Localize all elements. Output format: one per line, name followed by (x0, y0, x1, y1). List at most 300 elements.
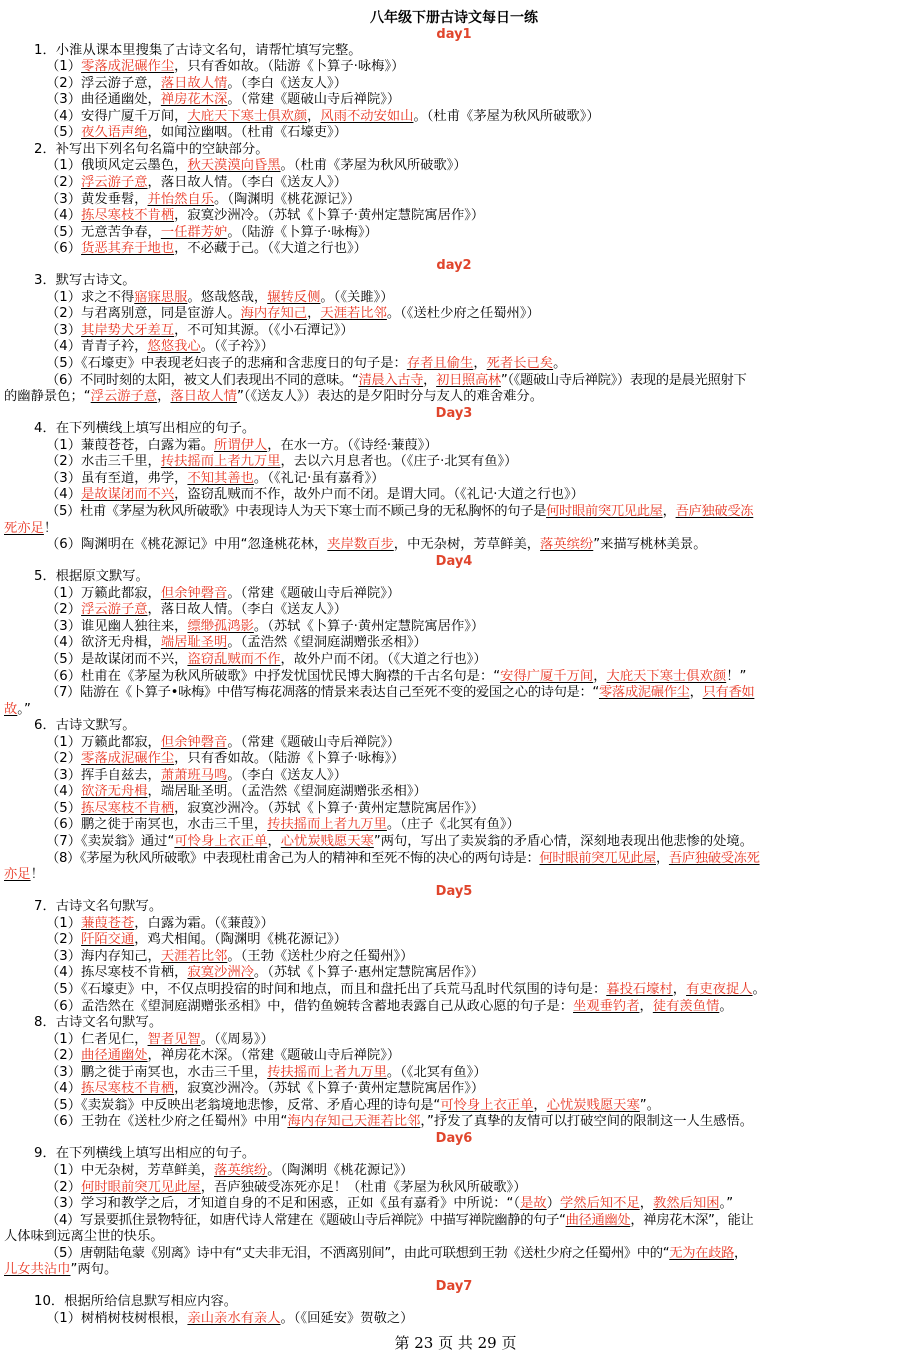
answer-text: 故 (4, 701, 18, 717)
text-line (4, 471, 904, 488)
answer-text: 萧萧班马鸣 (160, 767, 228, 783)
question-text: ， (307, 306, 321, 322)
question-text: （6）陶渊明在《桃花源记》中用“忽逢桃花林， (46, 537, 328, 553)
answer-text: 浮云游子意 (90, 389, 158, 405)
answer-text: 抟扶摇而上者九万里 (267, 1064, 387, 1080)
day-heading: Day6 (435, 1130, 473, 1146)
text-line (4, 718, 904, 735)
text-line (4, 602, 904, 619)
question-text: （7）《卖炭翁》通过“ (46, 833, 175, 849)
answer-text: 浮云游子意 (81, 602, 148, 618)
question-text: 3．默写古诗文。 (34, 273, 136, 289)
question-text: 。（《关雎》） (320, 289, 394, 305)
text-line (4, 339, 904, 356)
question-text: ， (662, 504, 676, 519)
question-text: （2） (46, 602, 82, 618)
question-text: 。（陶渊明《桃花源记》） (214, 191, 361, 207)
question-text: （1） (46, 915, 82, 931)
answer-text: 可怜身上衣正单 (174, 833, 268, 849)
question-text: （6）杜甫在《茅屋为秋风所破歌》中抒发忧国忧民博大胸襟的千古名句是：“ (46, 668, 501, 684)
question-text: 。（《子衿》） (200, 339, 274, 355)
question-text: （5） (46, 125, 82, 141)
document-title: 八年级下册古诗文每日一练 (370, 10, 538, 26)
answer-text: 寤寐思服 (134, 289, 188, 305)
question-text: （1） (46, 59, 82, 75)
answer-text: 儿女共沾巾 (4, 1262, 71, 1278)
question-text: （4） (46, 487, 82, 503)
text-line (4, 421, 904, 438)
text-line (4, 1180, 904, 1197)
question-text: （1）万籁此都寂， (46, 734, 161, 750)
text-line (4, 109, 904, 126)
answer-text: 坐观垂钓者 (573, 998, 640, 1014)
text-line (4, 1015, 904, 1032)
question-text: （3）学习和教学之后，才知道自身的不足和困惑，正如《虽有嘉肴》中所说：“（ (46, 1196, 521, 1212)
text-line (4, 521, 904, 538)
text-line (4, 702, 904, 719)
question-text: ，如闻泣幽咽。（杜甫《石壕吏》） (147, 125, 347, 141)
question-text: （1）仁者见仁， (46, 1031, 148, 1047)
answer-text: 不知其善也 (187, 470, 254, 486)
question-text: ，在水一方。（《诗经·蒹葭》） (267, 437, 438, 453)
question-text: （1）万籁此都寂， (46, 585, 161, 601)
day-heading: Day7 (435, 1278, 473, 1294)
question-text: （4）拣尽寒枝不肯栖， (46, 965, 188, 981)
question-text: 。” (719, 1196, 734, 1212)
answer-text: 但余钟磬音 (160, 585, 228, 601)
text-line (4, 1246, 904, 1263)
document-body (4, 27, 904, 1328)
answer-text: 存者且偷生 (406, 356, 474, 372)
text-line (4, 208, 904, 225)
text-line (4, 916, 904, 933)
answer-text: 抟扶摇而上者九万里 (267, 817, 387, 833)
question-text: （8）《茅屋为秋风所破歌》中表现杜甫舍己为人的精神和至死不悔的决心的两句诗是： (46, 850, 540, 866)
question-text: ，端居耻圣明。（孟浩然《望洞庭湖赠张丞相》） (147, 784, 427, 800)
question-text: 10．根据所给信息默写相应内容。 (34, 1294, 238, 1310)
question-text: 。 (719, 998, 733, 1014)
question-text: ， (267, 833, 281, 849)
question-text: （7）陆游在《卜算子•咏梅》中借写梅花凋落的情景来表达自己至死不变的爱国之心的诗句是：“ (46, 685, 599, 701)
answer-text: 学然后知不足 (559, 1196, 640, 1212)
question-text: ”两句，写出了卖炭翁的矛盾心情，深刻地表现出他悲惨的处境。 (373, 833, 754, 849)
text-line (4, 1032, 904, 1049)
question-text: ， (307, 108, 321, 124)
text-line (4, 1163, 904, 1180)
question-text: （2） (46, 1048, 82, 1064)
question-text: 。（《礼记·虽有嘉肴》） (253, 470, 385, 486)
text-line (4, 867, 904, 884)
question-text: ，禅房花木深”，能让 (630, 1212, 754, 1228)
question-text: （5）《石壕吏》中表现老妇丧子的悲痛和含悲度日的句子是： (46, 356, 407, 372)
answer-text: 安得广厦千万间 (500, 668, 594, 684)
text-line (4, 768, 904, 785)
answer-text: 落英缤纷 (540, 537, 594, 553)
text-line (4, 323, 904, 340)
answer-text: 悠悠我心 (147, 339, 201, 355)
text-line (4, 487, 904, 504)
answer-text: 亲山亲水有亲人 (187, 1310, 281, 1326)
question-text: （5） (46, 800, 82, 816)
answer-text: 清晨入古寺 (358, 372, 424, 388)
question-text: 。（庄子《北冥有鱼》） (386, 817, 520, 833)
question-text: （3）谁见幽人独往来， (46, 618, 188, 634)
answer-text: 死者长已矣 (486, 356, 554, 372)
question-text: （5）杜甫《茅屋为秋风所破歌》中表现诗人为天下寒士而不顾己身的无私胸怀的句子是 (46, 504, 547, 519)
answer-text: 何时眼前突兀见此屋 (539, 850, 656, 866)
text-line (4, 801, 904, 818)
question-text: （4）青青子衿， (46, 339, 148, 355)
question-text: ”来描写桃林美景。 (593, 537, 707, 553)
question-text: （3） (46, 322, 82, 338)
question-text: （4）安得广厦千万间， (46, 108, 188, 124)
text-line (4, 1114, 904, 1131)
answer-text: 落英缤纷 (214, 1163, 268, 1179)
question-text: （1）中无杂树，芳草鲜美， (46, 1163, 215, 1179)
question-text: ） (546, 1196, 560, 1212)
question-text: ”两句。 (70, 1262, 118, 1278)
text-line (4, 1098, 904, 1115)
answer-text: 盗窃乱贼而不作 (187, 651, 281, 667)
text-line (4, 735, 904, 752)
text-line (4, 784, 904, 801)
text-line (4, 537, 904, 554)
text-line (4, 685, 904, 702)
text-line (4, 619, 904, 636)
answer-text: 徒有羡鱼情 (652, 998, 720, 1014)
answer-text: 心忧炭贱愿天寒 (280, 833, 374, 849)
text-line (4, 290, 904, 307)
question-text: 。（《送杜少府之任蜀州》） (386, 306, 540, 322)
text-line (4, 43, 904, 60)
question-text: ，落日故人情。（李白《送友人》） (147, 602, 347, 618)
question-text: ，寂寞沙洲冷。（苏轼《卜算子·黄州定慧院寓居作》） (174, 1081, 485, 1097)
question-text: （4）写景要抓住景物特征，如唐代诗人常建在《题破山寺后禅院》中描写禅院幽静的句子“ (46, 1212, 566, 1228)
question-text: ！ (43, 520, 58, 536)
page-footer: 第 23 页 共 29 页 (394, 1334, 517, 1352)
question-text: （2） (46, 1179, 82, 1195)
answer-text: 夹岸数百步 (327, 537, 394, 553)
day-heading: Day5 (435, 883, 473, 899)
answer-text: 零落成泥碾作尘 (598, 685, 690, 701)
question-text: （6）王勃在《送杜少府之任蜀州》中用“ (46, 1114, 288, 1130)
question-text: ，盗窃乱贼而不作，故外户而不闭。是谓大同。（《礼记·大道之行也》） (174, 487, 584, 503)
answer-text: 有吏夜捉人 (686, 981, 753, 997)
answer-text: 落日故人情 (160, 75, 228, 91)
text-line (4, 76, 904, 93)
question-text: ， (533, 1097, 547, 1113)
answer-text: 大庇天下寒士俱欢颜 (187, 108, 308, 124)
question-text: ，只有香如故。（陆游《卜算子·咏梅》） (174, 59, 405, 75)
answer-text: 落日故人情 (170, 389, 237, 405)
question-text: （3）挥手自兹去， (46, 767, 161, 783)
answer-text: 拣尽寒枝不肯栖 (81, 800, 175, 816)
question-text: ，中无杂树，芳草鲜美， (393, 537, 541, 553)
text-line (4, 652, 904, 669)
question-text: ， (473, 356, 487, 372)
text-line (4, 373, 904, 390)
question-text: ，故外户而不闭。（《大道之行也》） (280, 651, 487, 667)
answer-text: 教然后知困 (653, 1196, 720, 1212)
text-line (4, 241, 904, 258)
question-text: ，鸡犬相闻。（陶渊明《桃花源记》） (134, 932, 347, 948)
question-text: （3）海内存知己， (46, 948, 161, 964)
question-text: 6．古诗文默写。 (34, 718, 136, 734)
question-text: 。（陆游《卜算子·咏梅》） (227, 224, 378, 240)
answer-text: 拣尽寒枝不肯栖 (81, 1081, 175, 1097)
text-line (4, 225, 904, 242)
question-text: ”。 (639, 1097, 660, 1113)
day-heading: Day3 (435, 405, 473, 421)
question-text: ，”抒发了真挚的友情可以打破空间的限制这一人生感悟。 (420, 1114, 754, 1130)
question-text: ， (423, 372, 437, 388)
answer-text: 货恶其弃于地也 (81, 241, 175, 257)
text-line (4, 454, 904, 471)
question-text: ， (689, 685, 703, 701)
answer-text: 阡陌交通 (81, 932, 135, 948)
text-line (4, 175, 904, 192)
text-line (4, 1146, 904, 1163)
text-line (4, 59, 904, 76)
text-line (4, 142, 904, 159)
answer-text: 所谓伊人 (214, 437, 268, 453)
text-line (4, 669, 904, 686)
question-text: 1．小淮从课本里搜集了古诗文名句，请帮忙填写完整。 (34, 42, 362, 58)
question-text: （5）是故谋闭而不兴， (46, 651, 188, 667)
text-line (4, 1196, 904, 1213)
question-text: 。” (17, 701, 31, 717)
text-line (4, 751, 904, 768)
answer-text: 一任群芳妒 (160, 224, 228, 240)
answer-text: 大庇天下寒士俱欢颜 (606, 668, 727, 684)
question-text: 人体味到远离尘世的快乐。 (4, 1229, 164, 1245)
answer-text: 零落成泥碾作尘 (81, 59, 175, 75)
question-text: 。（陶渊明《桃花源记》） (267, 1163, 414, 1179)
question-text: ”（《送友人》）表达的是夕阳时分与友人的难舍难分。 (236, 389, 544, 405)
question-text: 。（李白《送友人》） (227, 75, 347, 91)
question-text: 的幽静景色；“ (4, 389, 91, 405)
day-heading: Day4 (435, 553, 473, 569)
question-text: （3）鹏之徙于南冥也，水击三千里， (46, 1064, 268, 1080)
answer-text: 只有香如 (702, 685, 755, 701)
question-text: （6）孟浩然在《望洞庭湖赠张丞相》中，借钓鱼婉转含蓄地表露自己从政心愿的句子是： (46, 998, 574, 1014)
question-text: （5）唐朝陆龟蒙《别离》诗中有“丈夫非无泪，不洒离别间”，由此可联想到王勃《送杜少府之任蜀州》中的“ (46, 1245, 670, 1261)
question-text: （4）欲济无舟楫， (46, 635, 161, 651)
question-text: （3）虽有至道，弗学， (46, 470, 188, 486)
answer-text: 禅房花木深 (160, 92, 228, 108)
question-text: 。（《周易》） (200, 1031, 274, 1047)
question-text: ， (734, 1245, 747, 1261)
text-line (4, 999, 904, 1016)
question-text: ，吾庐独破受冻死亦足！（杜甫《茅屋为秋风所破歌》） (200, 1179, 527, 1195)
answer-text: 拣尽寒枝不肯栖 (81, 208, 175, 224)
question-text: （4） (46, 1081, 82, 1097)
question-text: ！ (30, 867, 44, 883)
answer-text: 零落成泥碾作尘 (81, 751, 175, 767)
question-text: ，禅房花木深。（常建《题破山寺后禅院》） (147, 1048, 401, 1064)
answer-text: 浮云游子意 (81, 174, 148, 190)
text-line (4, 586, 904, 603)
question-text: （1）求之不得 (46, 289, 135, 305)
question-text: 2．补写出下列名句名篇中的空缺部分。 (34, 141, 269, 157)
question-text: 。（孟浩然《望洞庭湖赠张丞相》） (227, 635, 427, 651)
text-line (4, 949, 904, 966)
day-heading: day1 (436, 27, 472, 42)
question-text: 。悠哉悠哉， (187, 289, 268, 305)
answer-text: 蒹葭苍苍 (81, 915, 135, 931)
question-text: 。（苏轼《卜算子·黄州定慧院寓居作》） (253, 618, 485, 634)
question-text: ， (157, 389, 171, 405)
question-text: 。（常建《题破山寺后禅院》） (227, 92, 401, 108)
question-text: ！” (726, 668, 747, 684)
text-line (4, 982, 904, 999)
question-text: （2）浮云游子意， (46, 75, 161, 91)
question-text: ，去以六月息者也。（《庄子·北冥有鱼》） (280, 454, 518, 470)
text-line (4, 1262, 904, 1279)
text-line (4, 356, 904, 373)
question-text: ，不可知其源。（《小石潭记》） (174, 322, 354, 338)
answer-text: 初日照高林 (436, 372, 501, 388)
answer-text: 吾庐独破受冻死 (668, 850, 760, 866)
text-line (4, 125, 904, 142)
answer-text: 智者见智 (147, 1031, 201, 1047)
text-line (4, 1065, 904, 1082)
text-line (4, 158, 904, 175)
question-text: ，落日故人情。（李白《送友人》） (147, 174, 347, 190)
document-page (4, 10, 904, 1328)
answer-text: 其岸势犬牙差互 (81, 322, 175, 338)
question-text: （3）黄发垂髫， (46, 191, 148, 207)
question-text: （6） (46, 241, 82, 257)
text-line (4, 569, 904, 586)
answer-text: 海内存知己天涯若比邻 (287, 1114, 421, 1130)
question-text: ， (639, 1196, 654, 1212)
answer-text: 辗转反侧 (267, 289, 321, 305)
answer-text: 亦足 (4, 867, 31, 883)
question-text: ，白露为霜。（《蒹葭》） (134, 915, 274, 931)
question-text: （4） (46, 784, 82, 800)
answer-text: 寂寞沙洲冷 (187, 965, 254, 981)
question-text: （1）树梢树枝树根根， (46, 1310, 188, 1326)
answer-text: 天涯若比邻 (160, 948, 228, 964)
question-text: 4．在下列横线上填写出相应的句子。 (34, 421, 256, 437)
text-line (4, 1311, 904, 1328)
question-text: （2） (46, 751, 82, 767)
answer-text: 暮投石壕村 (606, 981, 673, 997)
question-text: 。（常建《题破山寺后禅院》） (227, 734, 401, 750)
question-text: （6）鹏之徙于南冥也，水击三千里， (46, 817, 268, 833)
question-text: ， (655, 850, 669, 866)
text-line (4, 1081, 904, 1098)
text-line (4, 932, 904, 949)
question-text: 。 (752, 981, 766, 997)
question-text: （2）与君离别意，同是宦游人。 (46, 306, 241, 322)
question-text: 。（常建《题破山寺后禅院》） (227, 585, 401, 601)
question-text: ， (593, 668, 607, 684)
text-line (4, 1048, 904, 1065)
question-text: ， (672, 981, 687, 997)
answer-text: 何时眼前突兀见此屋 (81, 1179, 201, 1195)
answer-text: 海内存知己 (240, 306, 308, 322)
answer-text: 端居耻圣明 (160, 635, 228, 651)
question-text: 。 (553, 356, 567, 372)
answer-text: 吾庐独破受冻 (675, 504, 754, 519)
answer-text: 天涯若比邻 (320, 306, 387, 322)
question-text: ”（《题破山寺后禅院》）表现的是晨光照射下 (500, 372, 747, 388)
answer-text: 无为在歧路 (669, 1245, 735, 1261)
text-line (4, 1294, 904, 1311)
answer-text: 可怜身上衣正单 (440, 1097, 534, 1113)
text-line (4, 1229, 904, 1246)
text-line (4, 635, 904, 652)
question-text: 。（李白《送友人》） (227, 767, 347, 783)
question-text: 9．在下列横线上填写出相应的句子。 (34, 1146, 256, 1162)
text-line (4, 899, 904, 916)
question-text: （3）曲径通幽处， (46, 92, 161, 108)
question-text: （5）《石壕吏》中，不仅点明投宿的时间和地点，而且和盘托出了兵荒马乱时代氛围的诗句是： (46, 981, 607, 997)
answer-text: 心忧炭贱愿天寒 (546, 1097, 640, 1113)
answer-text: 曲径通幽处 (81, 1048, 148, 1064)
text-line (4, 851, 904, 868)
question-text: 。（杜甫《茅屋为秋风所破歌》） (413, 108, 600, 124)
question-text: （5）《卖炭翁》中反映出老翁境地悲惨，反常、矛盾心理的诗句是“ (46, 1097, 441, 1113)
text-line (4, 504, 904, 521)
question-text: （5）无意苦争春， (46, 224, 161, 240)
question-text: （1）蒹葭苍苍，白露为霜。 (46, 437, 215, 453)
answer-text: 曲径通幽处 (565, 1212, 631, 1228)
question-text: 。（杜甫《茅屋为秋风所破歌》） (280, 158, 467, 174)
text-line (4, 965, 904, 982)
text-line (4, 192, 904, 209)
answer-text: 抟扶摇而上者九万里 (160, 454, 281, 470)
answer-text: 何时眼前突兀见此屋 (546, 504, 663, 519)
question-text: （4） (46, 208, 82, 224)
answer-text: 死亦足 (4, 520, 44, 536)
text-line (4, 389, 904, 406)
text-line (4, 1213, 904, 1230)
question-text: ，不必藏于己。（《大道之行也》） (174, 241, 367, 257)
question-text: 7．古诗文名句默写。 (34, 899, 163, 915)
answer-text: 欲济无舟楫 (81, 784, 148, 800)
text-line (4, 438, 904, 455)
question-text: （1）俄顷风定云墨色， (46, 158, 188, 174)
question-text: ，只有香如故。（陆游《卜算子·咏梅》） (174, 751, 405, 767)
question-text: 。（《回延安》贺敬之） (280, 1310, 414, 1326)
text-line (4, 273, 904, 290)
answer-text: 并怡然自乐 (147, 191, 215, 207)
day-heading: day2 (436, 257, 472, 273)
question-text: （6）不同时刻的太阳，被文人们表现出不同的意味。“ (46, 372, 359, 388)
question-text: （2）水击三千里， (46, 454, 161, 470)
question-text: 。（苏轼《卜算子·惠州定慧院寓居作》） (253, 965, 485, 981)
question-text: （2） (46, 932, 82, 948)
question-text: ，寂寞沙洲冷。（苏轼《卜算子·黄州定慧院寓居作》） (174, 208, 485, 224)
text-line (4, 834, 904, 851)
question-text: 。（《北冥有鱼》） (386, 1064, 487, 1080)
answer-text: 缥缈孤鸿影 (187, 618, 254, 634)
answer-text: 是故谋闭而不兴 (81, 487, 175, 503)
answer-text: 风雨不动安如山 (320, 108, 414, 124)
answer-text: 秋天漠漠向昏黑 (187, 158, 281, 174)
question-text: 8．古诗文名句默写。 (34, 1015, 163, 1031)
question-text: ，寂寞沙洲冷。（苏轼《卜算子·黄州定慧院寓居作》） (174, 800, 485, 816)
question-text: （2） (46, 174, 82, 190)
answer-text: 但余钟磬音 (160, 734, 228, 750)
question-text: ， (639, 998, 653, 1014)
text-line (4, 306, 904, 323)
question-text: 5．根据原文默写。 (34, 569, 149, 585)
answer-text: 是故 (520, 1196, 547, 1212)
